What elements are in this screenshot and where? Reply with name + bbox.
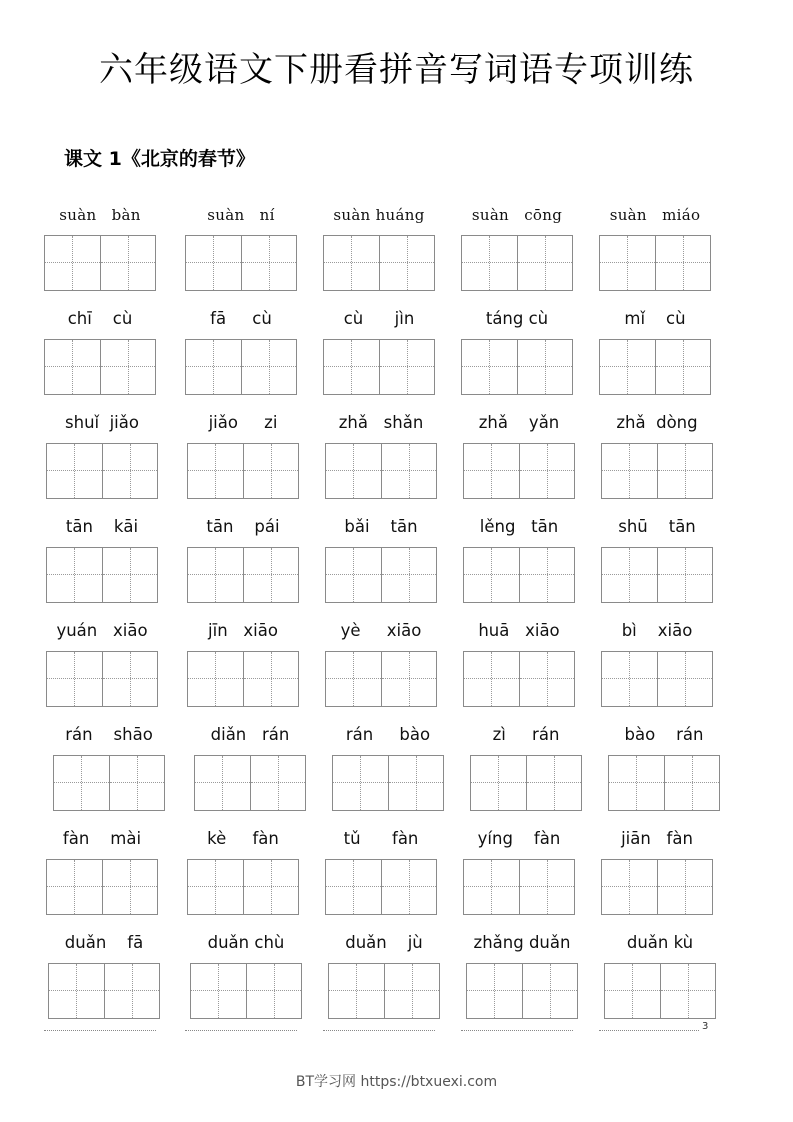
writing-cell[interactable]: [191, 964, 246, 1018]
word-item: [46, 410, 158, 506]
pinyin-label: fàn mài: [62, 829, 142, 848]
word-item: [601, 826, 713, 922]
writing-cell[interactable]: [186, 340, 241, 394]
writing-cell[interactable]: [519, 652, 574, 706]
tianzige-box[interactable]: [601, 443, 713, 499]
dotted-rule: [323, 1030, 435, 1031]
word-item: [46, 514, 158, 610]
pinyin-label: rán bào: [345, 725, 431, 744]
pinyin-label: bǎi tān: [344, 517, 418, 536]
word-item: [463, 826, 575, 922]
writing-cell[interactable]: [241, 236, 296, 290]
word-row: [0, 514, 793, 610]
writing-cell[interactable]: [241, 340, 296, 394]
word-item: [46, 618, 158, 714]
lesson-heading: 课文 1《北京的春节》: [64, 148, 255, 170]
tianzige-box[interactable]: [46, 859, 158, 915]
word-item: [325, 514, 437, 610]
writing-cell[interactable]: [188, 652, 243, 706]
word-item: [323, 306, 435, 402]
tianzige-box[interactable]: [194, 755, 306, 811]
writing-cell[interactable]: [243, 444, 298, 498]
pinyin-label: rán shāo: [65, 725, 153, 744]
tianzige-box[interactable]: [185, 339, 297, 395]
pinyin-label: suàn cōng: [471, 206, 563, 224]
writing-cell[interactable]: [464, 548, 519, 602]
writing-cell[interactable]: [657, 548, 712, 602]
writing-cell[interactable]: [602, 444, 657, 498]
writing-cell[interactable]: [243, 548, 298, 602]
pinyin-label: zhǎ yǎn: [478, 413, 560, 432]
word-item: [46, 826, 158, 922]
pinyin-label: cù jìn: [343, 309, 415, 328]
dotted-rule: [185, 1030, 297, 1031]
word-item: [466, 930, 578, 1026]
tianzige-box[interactable]: [46, 651, 158, 707]
writing-cell[interactable]: [45, 236, 100, 290]
writing-cell[interactable]: [602, 548, 657, 602]
writing-cell[interactable]: [45, 340, 100, 394]
word-item: [599, 202, 711, 298]
writing-cell[interactable]: [657, 444, 712, 498]
writing-cell[interactable]: [609, 756, 664, 810]
pinyin-label: shuǐ jiǎo: [65, 413, 139, 432]
writing-cell[interactable]: [102, 652, 157, 706]
tianzige-box[interactable]: [187, 443, 299, 499]
writing-cell[interactable]: [664, 756, 719, 810]
word-item: [187, 514, 299, 610]
tianzige-box[interactable]: [325, 443, 437, 499]
word-row: [0, 202, 793, 298]
tianzige-box[interactable]: [190, 963, 302, 1019]
writing-cell[interactable]: [326, 860, 381, 914]
writing-cell[interactable]: [109, 756, 164, 810]
writing-cell[interactable]: [102, 860, 157, 914]
tianzige-box[interactable]: [187, 547, 299, 603]
tianzige-box[interactable]: [46, 547, 158, 603]
writing-cell[interactable]: [333, 756, 388, 810]
writing-cell[interactable]: [381, 548, 436, 602]
writing-cell[interactable]: [326, 548, 381, 602]
pinyin-label: suàn miáo: [609, 206, 701, 224]
pinyin-label: jīn xiāo: [208, 621, 278, 640]
writing-cell[interactable]: [381, 652, 436, 706]
footer-source: BT学习网 https://btxuexi.com: [295, 1074, 498, 1090]
tianzige-box[interactable]: [325, 651, 437, 707]
pinyin-label: zì rán: [492, 725, 560, 744]
writing-cell[interactable]: [462, 236, 517, 290]
word-row: [0, 826, 793, 922]
tianzige-box[interactable]: [463, 547, 575, 603]
dotted-rule: [599, 1030, 699, 1031]
writing-cell[interactable]: [600, 236, 655, 290]
pinyin-label: jiān fàn: [621, 829, 693, 848]
writing-cell[interactable]: [522, 964, 577, 1018]
word-item: [332, 722, 444, 818]
writing-cell[interactable]: [517, 236, 572, 290]
writing-cell[interactable]: [324, 340, 379, 394]
writing-cell[interactable]: [324, 236, 379, 290]
writing-cell[interactable]: [655, 340, 710, 394]
pinyin-label: yíng fàn: [477, 829, 561, 848]
pinyin-label: táng cù: [485, 309, 549, 328]
pinyin-label: diǎn rán: [210, 725, 290, 744]
writing-cell[interactable]: [464, 652, 519, 706]
pinyin-label: duǎn chù: [207, 933, 285, 952]
writing-cell[interactable]: [388, 756, 443, 810]
pinyin-label: jiǎo zi: [208, 413, 278, 432]
tianzige-box[interactable]: [53, 755, 165, 811]
pinyin-label: tān pái: [206, 517, 280, 536]
writing-cell[interactable]: [195, 756, 250, 810]
writing-cell[interactable]: [464, 860, 519, 914]
word-item: [187, 410, 299, 506]
writing-cell[interactable]: [384, 964, 439, 1018]
writing-cell[interactable]: [655, 236, 710, 290]
pinyin-label: zhǎ shǎn: [338, 413, 424, 432]
tianzige-box[interactable]: [48, 963, 160, 1019]
pinyin-label: chī cù: [67, 309, 133, 328]
pinyin-label: duǎn kù: [626, 933, 694, 952]
word-item: [44, 202, 156, 298]
tianzige-box[interactable]: [328, 963, 440, 1019]
writing-cell[interactable]: [104, 964, 159, 1018]
writing-cell[interactable]: [526, 756, 581, 810]
word-item: [194, 722, 306, 818]
tianzige-box[interactable]: [608, 755, 720, 811]
word-row: [0, 306, 793, 402]
writing-cell[interactable]: [102, 548, 157, 602]
writing-cell[interactable]: [186, 236, 241, 290]
writing-cell[interactable]: [47, 652, 102, 706]
word-item: [328, 930, 440, 1026]
word-item: [463, 514, 575, 610]
pinyin-label: fā cù: [210, 309, 272, 328]
pinyin-label: kè fàn: [207, 829, 279, 848]
writing-cell[interactable]: [602, 860, 657, 914]
word-row: [0, 722, 793, 818]
tianzige-box[interactable]: [601, 547, 713, 603]
tianzige-box[interactable]: [461, 339, 573, 395]
writing-cell[interactable]: [519, 548, 574, 602]
word-row: [0, 618, 793, 714]
pinyin-label: zhǎng duǎn: [473, 933, 571, 952]
tianzige-box[interactable]: [46, 443, 158, 499]
tianzige-box[interactable]: [325, 547, 437, 603]
writing-cell[interactable]: [605, 964, 660, 1018]
tianzige-box[interactable]: [601, 859, 713, 915]
word-item: [463, 618, 575, 714]
word-item: [601, 514, 713, 610]
writing-cell[interactable]: [471, 756, 526, 810]
pinyin-label: suàn huáng: [333, 206, 425, 224]
writing-cell[interactable]: [464, 444, 519, 498]
pinyin-label: tān kāi: [65, 517, 139, 536]
tianzige-box[interactable]: [470, 755, 582, 811]
word-item: [185, 202, 297, 298]
word-item: [53, 722, 165, 818]
word-row: [0, 410, 793, 506]
page-number: 3: [702, 1021, 709, 1032]
word-item: [48, 930, 160, 1026]
tianzige-box[interactable]: [332, 755, 444, 811]
pinyin-label: duǎn jù: [345, 933, 423, 952]
word-item: [461, 202, 573, 298]
tianzige-box[interactable]: [463, 651, 575, 707]
writing-cell[interactable]: [250, 756, 305, 810]
pinyin-label: zhǎ dòng: [616, 413, 698, 432]
writing-cell[interactable]: [188, 860, 243, 914]
dotted-rule: [44, 1030, 156, 1031]
word-item: [601, 618, 713, 714]
tianzige-box[interactable]: [466, 963, 578, 1019]
word-row: [0, 930, 793, 1026]
word-item: [599, 306, 711, 402]
writing-cell[interactable]: [100, 236, 155, 290]
writing-cell[interactable]: [54, 756, 109, 810]
writing-cell[interactable]: [326, 444, 381, 498]
writing-cell[interactable]: [517, 340, 572, 394]
word-item: [187, 618, 299, 714]
tianzige-box[interactable]: [601, 651, 713, 707]
tianzige-box[interactable]: [461, 235, 573, 291]
pinyin-label: duǎn fā: [64, 933, 144, 952]
pinyin-label: bì xiāo: [621, 621, 693, 640]
writing-cell[interactable]: [657, 652, 712, 706]
word-item: [470, 722, 582, 818]
writing-cell[interactable]: [519, 444, 574, 498]
writing-cell[interactable]: [47, 860, 102, 914]
tianzige-box[interactable]: [185, 235, 297, 291]
pinyin-label: suàn bàn: [59, 206, 141, 224]
page-title: 六年级语文下册看拼音写词语专项训练: [99, 50, 694, 90]
word-item: [325, 410, 437, 506]
tianzige-box[interactable]: [44, 339, 156, 395]
word-item: [325, 826, 437, 922]
tianzige-box[interactable]: [604, 963, 716, 1019]
pinyin-label: suàn ní: [207, 206, 275, 224]
writing-cell[interactable]: [246, 964, 301, 1018]
writing-cell[interactable]: [47, 444, 102, 498]
tianzige-box[interactable]: [44, 235, 156, 291]
writing-cell[interactable]: [467, 964, 522, 1018]
tianzige-box[interactable]: [187, 859, 299, 915]
tianzige-box[interactable]: [463, 859, 575, 915]
dotted-rule: [461, 1030, 573, 1031]
pinyin-label: bào rán: [624, 725, 704, 744]
writing-cell[interactable]: [660, 964, 715, 1018]
word-item: [608, 722, 720, 818]
writing-cell[interactable]: [381, 860, 436, 914]
word-item: [187, 826, 299, 922]
writing-cell[interactable]: [519, 860, 574, 914]
tianzige-box[interactable]: [599, 339, 711, 395]
writing-cell[interactable]: [102, 444, 157, 498]
writing-cell[interactable]: [243, 860, 298, 914]
writing-cell[interactable]: [188, 548, 243, 602]
writing-cell[interactable]: [381, 444, 436, 498]
writing-cell[interactable]: [49, 964, 104, 1018]
word-item: [190, 930, 302, 1026]
writing-cell[interactable]: [602, 652, 657, 706]
word-item: [323, 202, 435, 298]
pinyin-label: mǐ cù: [624, 309, 686, 328]
pinyin-label: yè xiāo: [340, 621, 422, 640]
tianzige-box[interactable]: [463, 443, 575, 499]
pinyin-label: lěng tān: [479, 517, 559, 536]
word-item: [461, 306, 573, 402]
tianzige-box[interactable]: [323, 339, 435, 395]
tianzige-box[interactable]: [599, 235, 711, 291]
tianzige-box[interactable]: [323, 235, 435, 291]
word-item: [44, 306, 156, 402]
writing-cell[interactable]: [326, 652, 381, 706]
word-item: [325, 618, 437, 714]
writing-cell[interactable]: [462, 340, 517, 394]
writing-cell[interactable]: [100, 340, 155, 394]
tianzige-box[interactable]: [325, 859, 437, 915]
writing-cell[interactable]: [379, 340, 434, 394]
pinyin-label: huā xiāo: [478, 621, 560, 640]
writing-cell[interactable]: [657, 860, 712, 914]
word-item: [601, 410, 713, 506]
writing-cell[interactable]: [243, 652, 298, 706]
writing-cell[interactable]: [329, 964, 384, 1018]
tianzige-box[interactable]: [187, 651, 299, 707]
word-item: [604, 930, 716, 1026]
writing-cell[interactable]: [600, 340, 655, 394]
writing-cell[interactable]: [47, 548, 102, 602]
word-item: [463, 410, 575, 506]
pinyin-label: tǔ fàn: [343, 829, 419, 848]
writing-cell[interactable]: [188, 444, 243, 498]
pinyin-label: yuán xiāo: [56, 621, 148, 640]
pinyin-label: shū tān: [618, 517, 696, 536]
writing-cell[interactable]: [379, 236, 434, 290]
word-item: [185, 306, 297, 402]
